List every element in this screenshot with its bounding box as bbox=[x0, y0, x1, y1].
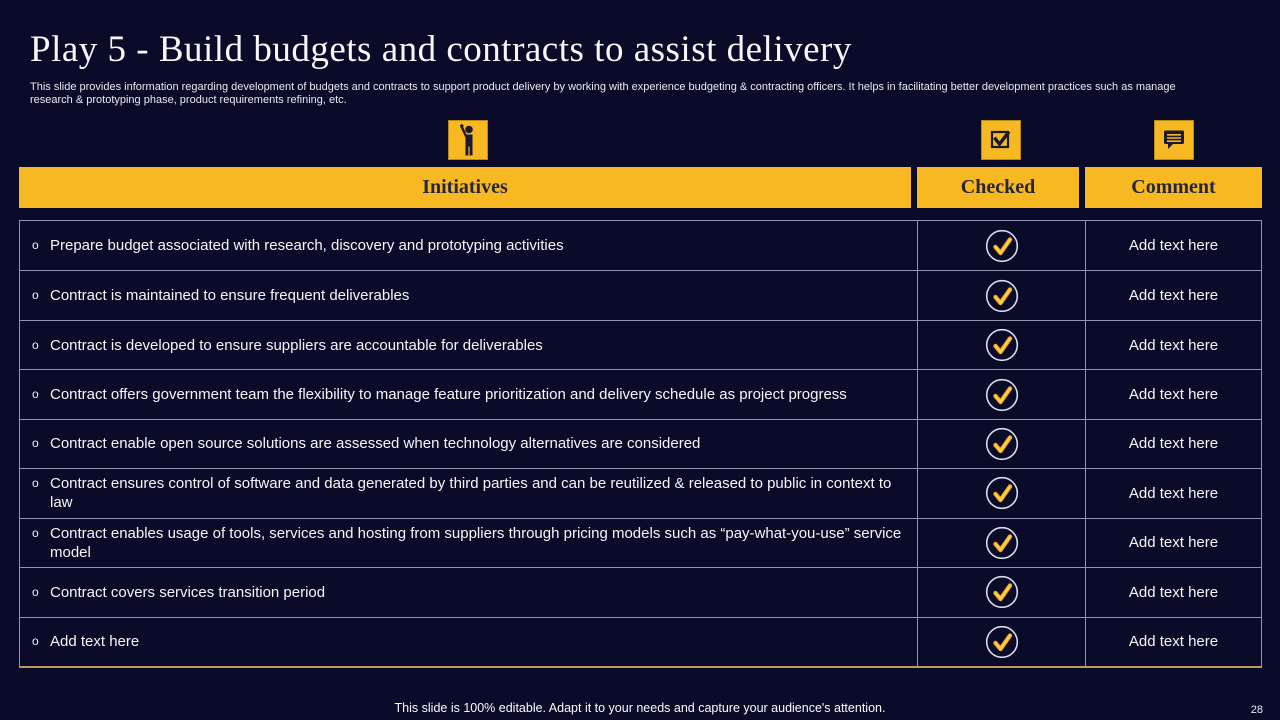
bullet-marker: o bbox=[32, 387, 39, 402]
table-row bbox=[20, 617, 1261, 666]
initiatives-table bbox=[19, 119, 1262, 668]
checked-icon bbox=[985, 526, 1019, 560]
checked-icon bbox=[985, 279, 1019, 313]
table-row bbox=[20, 468, 1261, 517]
comment-placeholder[interactable]: Add text here bbox=[1085, 618, 1261, 666]
checked-icon bbox=[985, 476, 1019, 510]
comment-placeholder[interactable]: Add text here bbox=[1085, 420, 1261, 468]
checked-icon bbox=[985, 625, 1019, 659]
comment-placeholder[interactable]: Add text here bbox=[1085, 519, 1261, 567]
comment-placeholder[interactable]: Add text here bbox=[1085, 568, 1261, 616]
editable-note: This slide is 100% editable. Adapt it to your needs and capture your audience's attention. bbox=[394, 701, 886, 715]
initiative-text: Prepare budget associated with research, discovery and prototyping activities bbox=[50, 237, 564, 255]
bullet-marker: o bbox=[32, 288, 39, 303]
table-body bbox=[19, 220, 1262, 668]
bullet-marker: o bbox=[32, 525, 39, 540]
initiative-text: Contract is maintained to ensure frequent deliverables bbox=[50, 287, 410, 305]
initiative-text: Contract enable open source solutions are assessed when technology alternatives are considered bbox=[50, 435, 701, 453]
table-row bbox=[20, 320, 1261, 369]
initiative-text[interactable]: Add text here bbox=[50, 633, 140, 651]
table-header-row bbox=[19, 167, 1262, 208]
checkbox-icon bbox=[981, 120, 1021, 160]
comment-icon bbox=[1154, 120, 1194, 160]
checked-icon bbox=[985, 229, 1019, 263]
comment-placeholder[interactable]: Add text here bbox=[1085, 370, 1261, 418]
checked-icon bbox=[985, 575, 1019, 609]
table-row bbox=[20, 518, 1261, 567]
bullet-marker: o bbox=[32, 238, 39, 253]
column-header-checked: Checked bbox=[917, 167, 1079, 208]
column-header-initiatives: Initiatives bbox=[19, 167, 911, 208]
title-block bbox=[30, 28, 1250, 107]
page-subtitle: This slide provides information regarding development of budgets and contracts to support product delivery by working with experience budgeting & contracting officers. It helps in facilitating better development practices such as manage research & prototyping phase, product requirements refining, etc. bbox=[30, 81, 1176, 106]
bullet-marker: o bbox=[32, 436, 39, 451]
comment-placeholder[interactable]: Add text here bbox=[1085, 469, 1261, 517]
bullet-marker: o bbox=[32, 476, 39, 491]
table-row bbox=[20, 270, 1261, 319]
initiative-text: Contract enables usage of tools, services and hosting from suppliers through pricing models such as “pay-what-you-use” service model bbox=[50, 524, 902, 561]
bullet-marker: o bbox=[32, 337, 39, 352]
initiative-text: Contract covers services transition period bbox=[50, 583, 326, 601]
comment-placeholder[interactable]: Add text here bbox=[1085, 221, 1261, 270]
initiative-text: Contract offers government team the flexibility to manage feature prioritization and delivery schedule as project progress bbox=[50, 386, 847, 404]
initiative-text: Contract is developed to ensure suppliers are accountable for deliverables bbox=[50, 336, 543, 354]
comment-placeholder[interactable]: Add text here bbox=[1085, 271, 1261, 319]
comment-placeholder[interactable]: Add text here bbox=[1085, 321, 1261, 369]
table-row bbox=[20, 369, 1261, 418]
bullet-marker: o bbox=[32, 584, 39, 599]
person-raising-hand-icon bbox=[448, 120, 488, 160]
initiative-text: Contract ensures control of software and data generated by third parties and can be reutilized & released to public in context to law bbox=[50, 475, 892, 512]
table-row bbox=[20, 419, 1261, 468]
table-row bbox=[20, 567, 1261, 616]
table-row bbox=[20, 221, 1261, 270]
bullet-marker: o bbox=[32, 634, 39, 649]
page-title: Play 5 - Build budgets and contracts to assist delivery bbox=[30, 29, 852, 70]
column-icons-row bbox=[19, 119, 1262, 161]
checked-icon bbox=[985, 427, 1019, 461]
column-header-comment: Comment bbox=[1085, 167, 1262, 208]
page-number: 28 bbox=[1250, 704, 1263, 716]
checked-icon bbox=[985, 328, 1019, 362]
checked-icon bbox=[985, 378, 1019, 412]
